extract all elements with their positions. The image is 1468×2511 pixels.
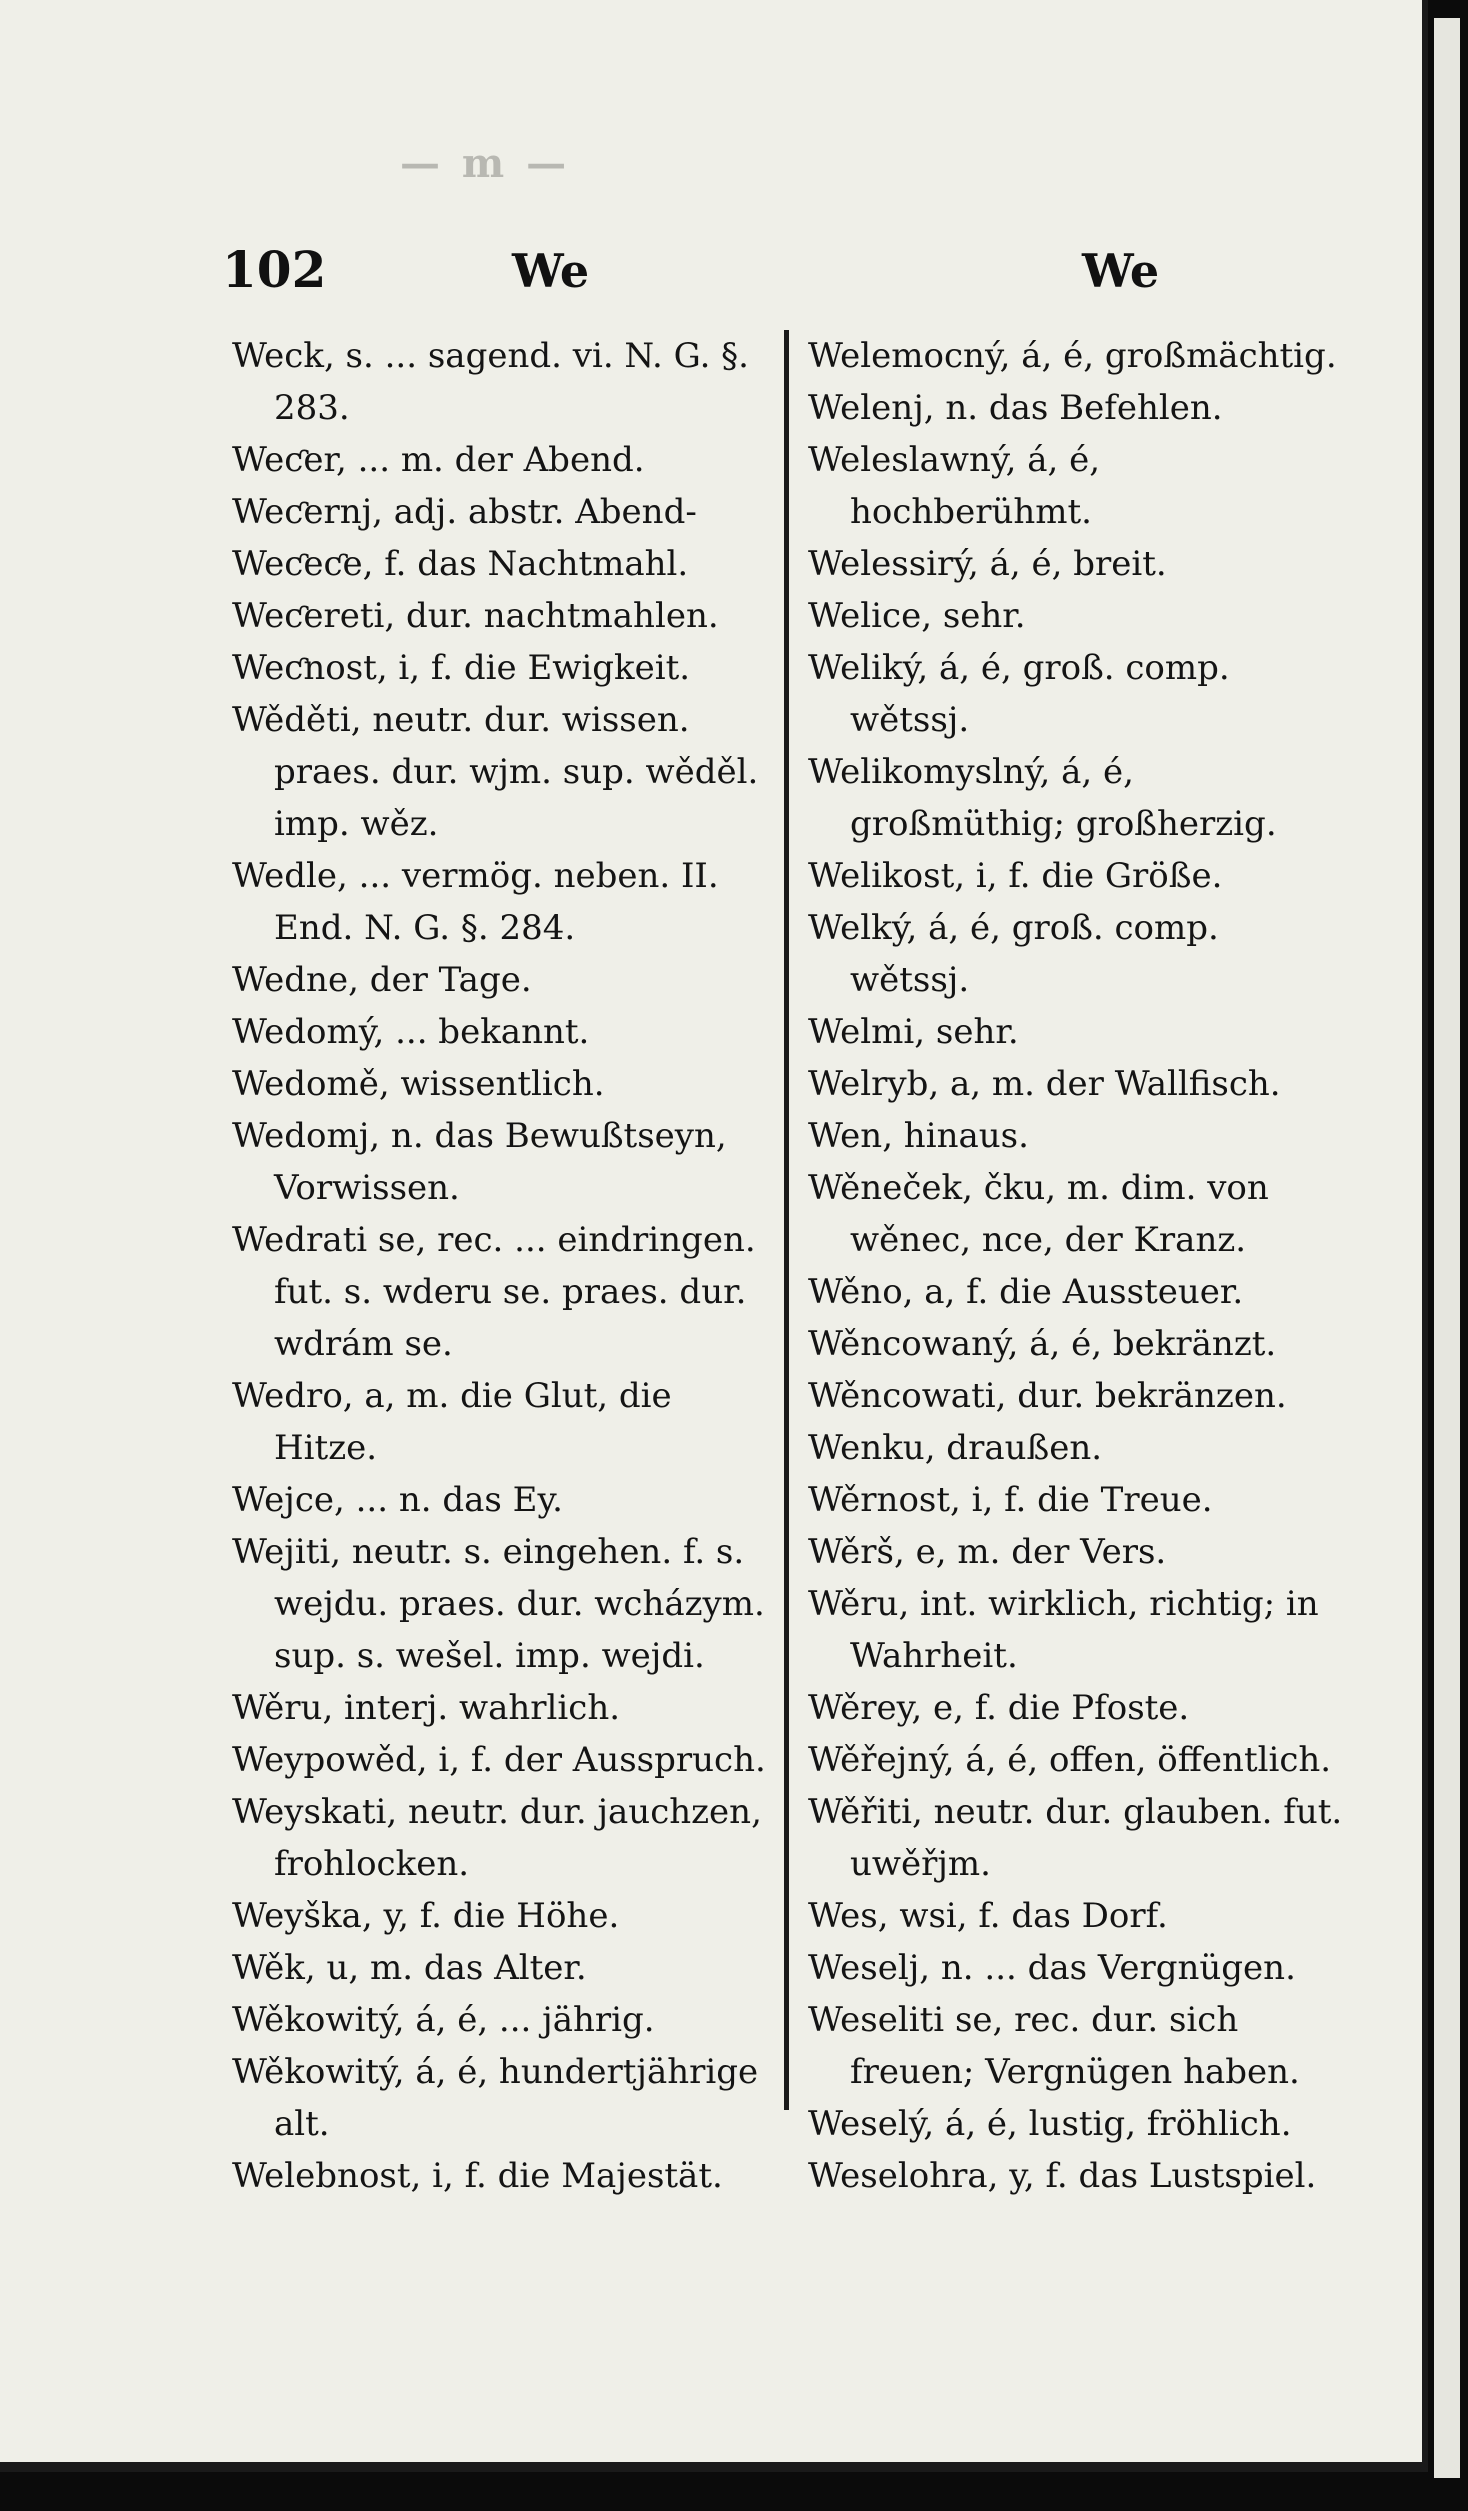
page-number: 102 — [222, 240, 327, 299]
bleed-through-text: — m — — [400, 140, 571, 187]
dictionary-entry: Welký, á, é, groß. comp. wětssj. — [808, 908, 1219, 1000]
dictionary-entry: Weypowěd, i, f. der Ausspruch. — [232, 1740, 766, 1780]
left-running-headword: We — [512, 244, 590, 298]
dictionary-entry: Welebnost, i, f. die Majestät. — [232, 2156, 723, 2196]
next-page-edge — [1434, 18, 1460, 2478]
dictionary-entry: Wěděti, neutr. dur. wissen. praes. dur. wjm. sup. wěděl. imp. wěz. — [232, 700, 759, 844]
dictionary-entry: Welmi, sehr. — [808, 1012, 1019, 1052]
dictionary-entry: Wěrey, e, f. die Pfoste. — [808, 1688, 1190, 1728]
dictionary-entry: Welessirý, á, é, breit. — [808, 544, 1167, 584]
page-header — [222, 240, 1357, 310]
dictionary-entry: Weƈnost, i, f. die Ewigkeit. — [232, 648, 691, 688]
dictionary-entry: Weƈeƈe, f. das Nachtmahl. — [232, 544, 689, 584]
dictionary-entry: Welikomyslný, á, é, großmüthig; großherzig. — [808, 752, 1277, 844]
column-divider — [784, 330, 789, 2110]
dictionary-entry: Welenj, n. das Befehlen. — [808, 388, 1223, 428]
dictionary-entry: Wejce, ... n. das Ey. — [232, 1480, 563, 1520]
dictionary-entry: Wejiti, neutr. s. eingehen. f. s. wejdu. praes. dur. wcházym. sup. s. wešel. imp. wejdi. — [232, 1532, 765, 1676]
dictionary-entry: Wes, wsi, f. das Dorf. — [808, 1896, 1168, 1936]
dictionary-entry: Wěno, a, f. die Aussteuer. — [808, 1272, 1244, 1312]
left-column — [232, 330, 772, 2202]
dictionary-entry: Weliký, á, é, groß. comp. wětssj. — [808, 648, 1230, 740]
dictionary-entry: Wedrati se, rec. ... eindringen. fut. s. wderu se. praes. dur. wdrám se. — [232, 1220, 756, 1364]
dictionary-entry: Wěrš, e, m. der Vers. — [808, 1532, 1167, 1572]
dictionary-entry: Wedomě, wissentlich. — [232, 1064, 605, 1104]
dictionary-entry: Wedomý, ... bekannt. — [232, 1012, 590, 1052]
dictionary-entry: Weseliti se, rec. dur. sich freuen; Vergnügen haben. — [808, 2000, 1300, 2092]
dictionary-entry: Wedomj, n. das Bewußtseyn, Vorwissen. — [232, 1116, 727, 1208]
dictionary-entry: Welryb, a, m. der Wallfisch. — [808, 1064, 1281, 1104]
dictionary-entry: Wedle, ... vermög. neben. II. End. N. G. §. 284. — [232, 856, 719, 948]
dictionary-entry: Welemocný, á, é, großmächtig. — [808, 336, 1337, 376]
dictionary-entry: Weƈer, ... m. der Abend. — [232, 440, 645, 480]
right-column — [808, 330, 1348, 2202]
dictionary-entry: Wěncowaný, á, é, bekränzt. — [808, 1324, 1277, 1364]
dictionary-entry: Wěkowitý, á, é, hundertjährige alt. — [232, 2052, 759, 2144]
dictionary-entry: Wěneček, čku, m. dim. von wěnec, nce, der Kranz. — [808, 1168, 1269, 1260]
dictionary-entry: Welikost, i, f. die Größe. — [808, 856, 1223, 896]
dictionary-entry: Wěru, int. wirklich, richtig; in Wahrheit. — [808, 1584, 1319, 1676]
dictionary-entry: Weselý, á, é, lustig, fröhlich. — [808, 2104, 1292, 2144]
dictionary-entry: Weyška, y, f. die Höhe. — [232, 1896, 620, 1936]
right-running-headword: We — [1082, 244, 1160, 298]
dictionary-entry: Weƈernj, adj. abstr. Abend- — [232, 492, 697, 532]
dictionary-entry: Wedro, a, m. die Glut, die Hitze. — [232, 1376, 672, 1468]
dictionary-entry: Wěru, interj. wahrlich. — [232, 1688, 621, 1728]
dictionary-entry: Weƈereti, dur. nachtmahlen. — [232, 596, 719, 636]
dictionary-entry: Wen, hinaus. — [808, 1116, 1029, 1156]
dictionary-entry: Wenku, draußen. — [808, 1428, 1103, 1468]
dictionary-entry: Welice, sehr. — [808, 596, 1026, 636]
dictionary-entry: Wěncowati, dur. bekränzen. — [808, 1376, 1287, 1416]
dictionary-entry: Weyskati, neutr. dur. jauchzen, frohlocken. — [232, 1792, 762, 1884]
dictionary-entry: Weleslawný, á, é, hochberühmt. — [808, 440, 1101, 532]
dictionary-entry: Wěrnost, i, f. die Treue. — [808, 1480, 1213, 1520]
dictionary-entry: Wedne, der Tage. — [232, 960, 532, 1000]
dictionary-entry: Wěřejný, á, é, offen, öffentlich. — [808, 1740, 1332, 1780]
dictionary-entry: Weselj, n. ... das Vergnügen. — [808, 1948, 1296, 1988]
dictionary-entry: Wěřiti, neutr. dur. glauben. fut. uwěřjm. — [808, 1792, 1343, 1884]
dictionary-entry: Wěk, u, m. das Alter. — [232, 1948, 587, 1988]
dictionary-entry: Weck, s. ... sagend. vi. N. G. §. 283. — [232, 336, 749, 428]
dictionary-entry: Weselohra, y, f. das Lustspiel. — [808, 2156, 1317, 2196]
dictionary-entry: Wěkowitý, á, é, ... jährig. — [232, 2000, 655, 2040]
